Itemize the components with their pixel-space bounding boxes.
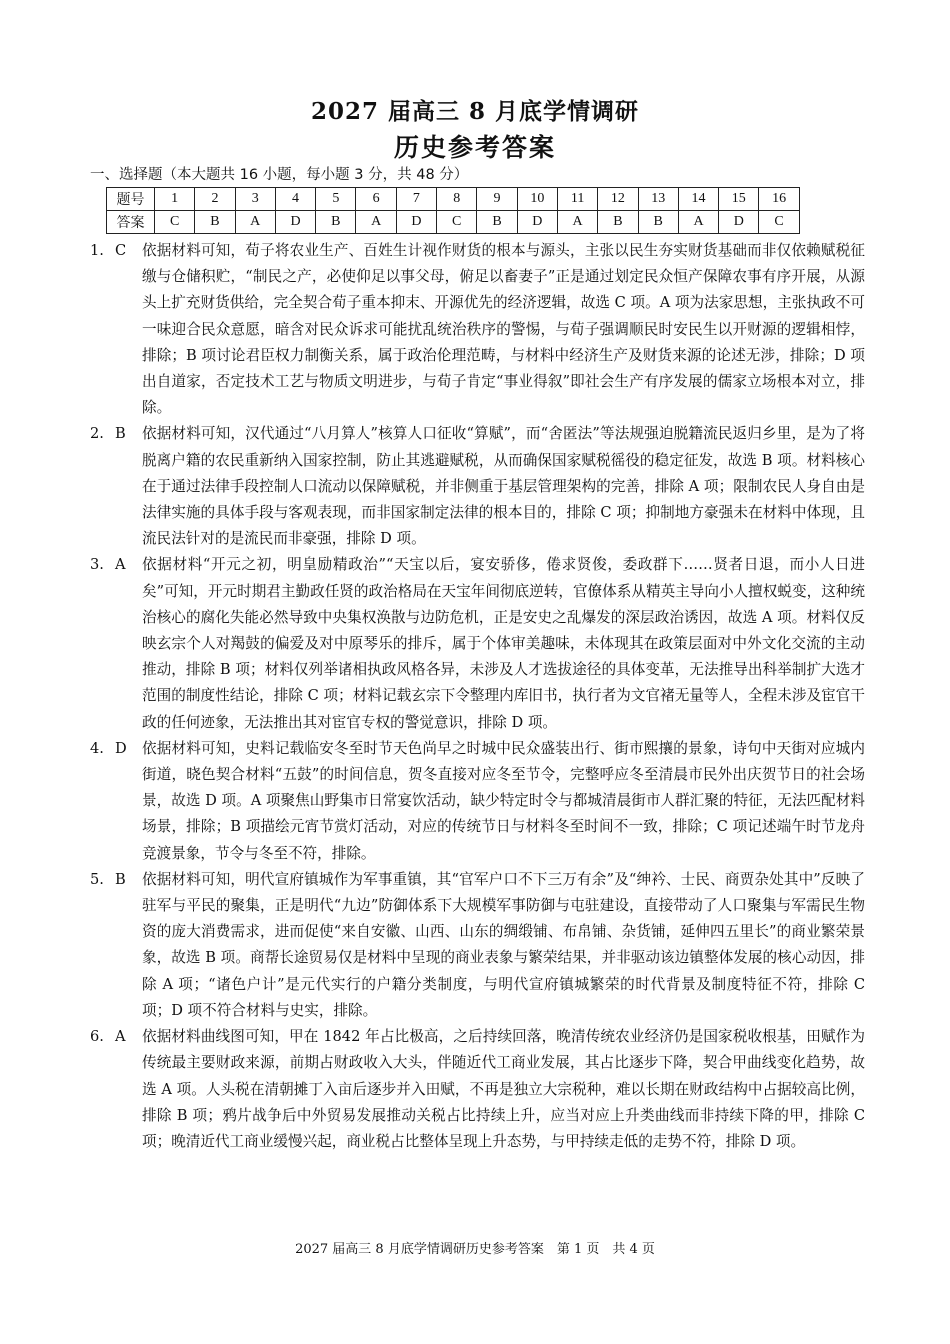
explanation-item (90, 552, 865, 735)
item-number: 5. (90, 870, 104, 888)
section-heading: 一、选择题（本大题共 16 小题，每小题 3 分，共 48 分） (90, 167, 469, 183)
item-text: 依据材料可知，明代宣府镇城作为军事重镇，其“官军户口不下三万有余”及“绅衿、士民、商贾杂处其中”反映了驻军与平民的聚集，正是明代“九边”防御体系下大规模军事防御与屯驻建设，直接带动了人口聚集与军需民生物资的庞大消费需求，进而促使“来自安徽、山西、山东的绸缎铺、布帛铺、杂货铺，延伸四五里长”的商业繁荣景象，故选 B 项。商帮长途贸易仅是材料中呈现的商业表象与繁荣结果，并非驱动该边镇整体发展的核心动因，排除 A 项；“诸色户计”是元代实行的户籍分类制度，与明代宣府镇城繁荣的时代背景及制度特征不符，排除 C 项；D 项不符合材料与史实，排除。 (142, 870, 865, 1019)
question-number-cell: 10 (517, 188, 557, 211)
row-header-number: 题号 (107, 188, 155, 211)
item-answer-key: D (115, 739, 127, 757)
question-number-cell: 1 (155, 188, 195, 211)
answer-cell: A (356, 211, 396, 234)
table-row-numbers (107, 188, 800, 211)
question-number-cell: 4 (275, 188, 315, 211)
answer-cell: A (678, 211, 718, 234)
question-number-cell: 15 (719, 188, 759, 211)
explanation-item (90, 736, 865, 867)
item-text: 依据材料可知，汉代通过“八月算人”核算人口征收“算赋”，而“舍匿法”等法规强迫脱籍流民返归乡里，是为了将脱离户籍的农民重新纳入国家控制，防止其逃避赋税，从而确保国家赋税徭役的稳定征发，故选 B 项。材料核心在于通过法律手段控制人口流动以保障赋税，并非侧重于基层管理架构的完善，排除 A 项；限制农民人身自由是法律实施的具体手段与客观表现，而非国家制定法律的根本目的，排除 C 项；抑制地方豪强未在材料中体现，且流民法针对的是流民而非豪强，排除 D 项。 (142, 425, 865, 548)
answer-table (106, 187, 800, 234)
question-number-cell: 2 (195, 188, 235, 211)
page-title: 2027 届高三 8 月底学情调研 (310, 98, 640, 125)
question-number-cell: 9 (477, 188, 517, 211)
table-row-answers (107, 211, 800, 234)
answer-cell: A (557, 211, 597, 234)
explanation-item (90, 867, 865, 1024)
item-text: 依据材料可知，史料记载临安冬至时节天色尚早之时城中民众盛装出行、街市熙攘的景象，诗句中天街对应城内街道，晓色契合材料“五鼓”的时间信息，贺冬直接对应冬至节令，完整呼应冬至清晨市民外出庆贺节日的社会场景，故选 D 项。A 项聚焦山野集市日常宴饮活动，缺少特定时令与都城清晨街市人群汇聚的特征，无法匹配材料场景，排除；B 项描绘元宵节赏灯活动，对应的传统节日与材料冬至时间不一致，排除；C 项记述端午时节龙舟竞渡景象，节令与冬至不符，排除。 (142, 739, 865, 862)
answer-cell: C (155, 211, 195, 234)
explanation-item (90, 421, 865, 552)
answer-cell: C (437, 211, 477, 234)
item-answer-key: C (115, 242, 127, 259)
item-answer-key: A (115, 1028, 126, 1046)
answer-cell: D (719, 211, 759, 234)
answer-cell: B (316, 211, 356, 234)
answer-cell: A (235, 211, 275, 234)
item-answer-key: A (115, 556, 126, 574)
answer-cell: D (517, 211, 557, 234)
question-number-cell: 3 (235, 188, 275, 211)
question-number-cell: 12 (598, 188, 638, 211)
answer-cell: D (275, 211, 315, 234)
item-answer-key: B (115, 870, 126, 888)
item-answer-key: B (115, 425, 126, 443)
answer-cell: D (396, 211, 436, 234)
answer-cell: B (195, 211, 235, 234)
question-number-cell: 14 (678, 188, 718, 211)
item-number: 1. (90, 242, 104, 259)
item-number: 2. (90, 425, 104, 443)
question-number-cell: 8 (437, 188, 477, 211)
question-number-cell: 7 (396, 188, 436, 211)
answer-cell: B (477, 211, 517, 234)
answer-cell: B (638, 211, 678, 234)
item-number: 6. (90, 1028, 104, 1046)
answer-cell: C (759, 211, 799, 234)
explanation-item (90, 238, 865, 421)
page-subtitle: 历史参考答案 (393, 133, 556, 162)
item-number: 4. (90, 739, 104, 757)
question-number-cell: 11 (557, 188, 597, 211)
item-text: 依据材料“开元之初，明皇励精政治”“天宝以后，宴安骄侈，倦求贤俊，委政群下……贤者日退，而小人日进矣”可知，开元时期君主勤政任贤的政治格局在天宝年间彻底逆转，官僚体系从精英主导向小人擅权蜕变，这种统治核心的腐化失能必然导致中央集权涣散与边防危机，正是安史之乱爆发的深层政治诱因，故选 A 项。材料仅反映玄宗个人对羯鼓的偏爱及对中原琴乐的排斥，属于个体审美趣味，未体现其在政策层面对中外文化交流的主动推动，排除 B 项；材料仅列举诸相执政风格各异，未涉及人才选拔途径的具体变革，无法推导出科举制扩大选才范围的制度性结论，排除 C 项；材料记载玄宗下令整理内库旧书，执行者为文官褚无量等人，全程未涉及宦官干政的任何迹象，无法推出其对宦官专权的警觉意识，排除 D 项。 (142, 556, 865, 731)
row-header-answer: 答案 (107, 211, 155, 234)
question-number-cell: 13 (638, 188, 678, 211)
page-footer: 2027 届高三 8 月底学情调研历史参考答案 第 1 页 共 4 页 (295, 1242, 655, 1257)
item-text: 依据材料曲线图可知，甲在 1842 年占比极高，之后持续回落，晚清传统农业经济仍是国家税收根基，田赋作为传统最主要财政来源，前期占财政收入大头，伴随近代工商业发展，其占比逐步下降，契合甲曲线变化趋势，故选 A 项。人头税在清朝摊丁入亩后逐步并入田赋，不再是独立大宗税种，难以长期在财政结构中占据较高比例，排除 B 项；鸦片战争后中外贸易发展推动关税占比持续上升，应当对应上升类曲线而非持续下降的甲，排除 C 项；晚清近代工商业缓慢兴起，商业税占比整体呈现上升态势，与甲持续走低的走势不符，排除 D 项。 (142, 1028, 865, 1150)
question-number-cell: 5 (316, 188, 356, 211)
explanation-item (90, 1024, 865, 1155)
question-number-cell: 6 (356, 188, 396, 211)
item-number: 3. (90, 556, 104, 574)
item-text: 依据材料可知，荀子将农业生产、百姓生计视作财货的根本与源头，主张以民生夯实财货基础而非仅依赖赋税征缴与仓储积贮，“制民之产，必使仰足以事父母，俯足以畜妻子”正是通过划定民众恒产保障农事有序开展，从源头上扩充财货供给，完全契合荀子重本抑末、开源优先的经济逻辑，故选 C 项。A 项为法家思想，主张执政不可一味迎合民众意愿，暗含对民众诉求可能扰乱统治秩序的警惕，与荀子强调顺民时安民生以开财源的逻辑相悖，排除；B 项讨论君臣权力制衡关系，属于政治伦理范畴，与材料中经济生产及财货来源的论述无涉，排除；D 项出自道家，否定技术工艺与物质文明进步，与荀子肯定“事业得叙”即社会生产有序发展的儒家立场根本对立，排除。 (142, 242, 865, 417)
answer-explanations (90, 238, 865, 1155)
question-number-cell: 16 (759, 188, 799, 211)
answer-cell: B (598, 211, 638, 234)
